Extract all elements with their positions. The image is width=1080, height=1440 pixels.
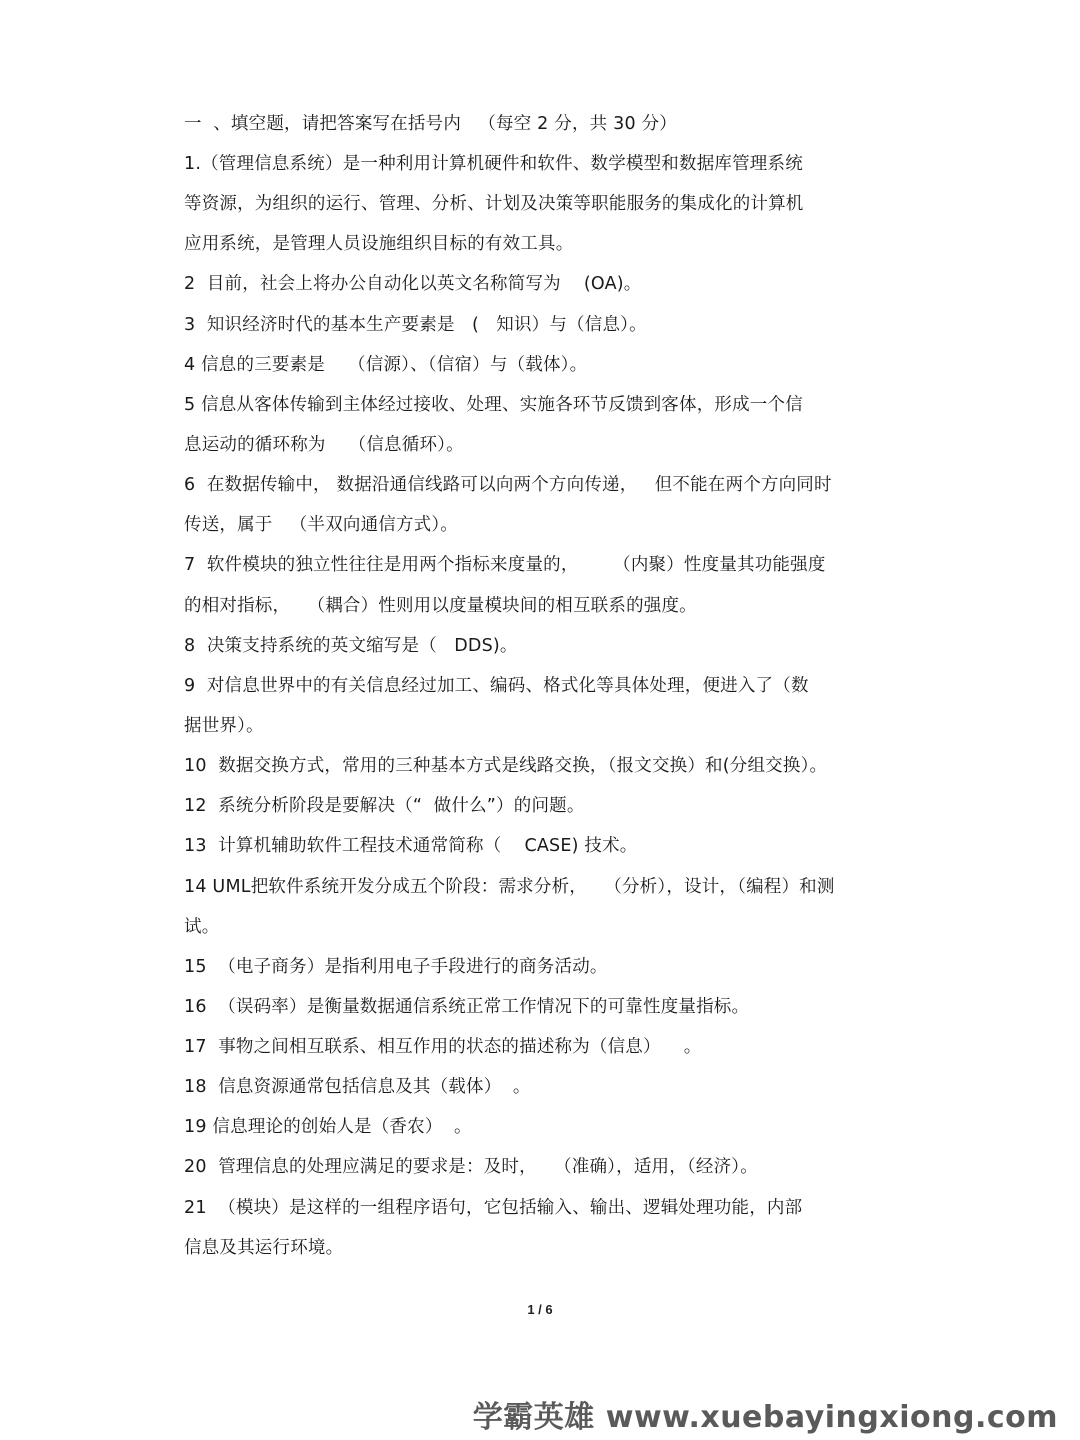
page-number: 1 / 6 [527,1302,553,1317]
text-line: 1.（管理信息系统）是一种利用计算机硬件和软件、数学模型和数据库管理系统 [184,154,803,174]
text-line: 12 系统分析阶段是要解决（“ 做什么”）的问题。 [184,796,585,816]
text-line: 息运动的循环称为 （信息循环）。 [184,435,464,455]
text-line: 13 计算机辅助软件工程技术通常简称（ CASE) 技术。 [184,836,638,856]
text-line: 14 UML把软件系统开发分成五个阶段：需求分析， （分析），设计，（编程）和测 [184,877,835,897]
watermark: 学霸英雄 www.xuebayingxiong.com [472,1400,1058,1435]
text-line: 4 信息的三要素是 （信源）、（信宿）与（载体）。 [184,355,588,375]
text-line: 应用系统，是管理人员设施组织目标的有效工具。 [184,234,574,254]
text-line: 据世界）。 [184,716,264,736]
text-line: 的相对指标， （耦合）性则用以度量模块间的相互联系的强度。 [184,596,697,616]
text-line: 21 （模块）是这样的一组程序语句，它包括输入、输出、逻辑处理功能，内部 [184,1198,803,1218]
text-line: 20 管理信息的处理应满足的要求是：及时， （准确），适用，（经济）。 [184,1157,758,1177]
text-line: 17 事物之间相互联系、相互作用的状态的描述称为（信息） 。 [184,1037,702,1057]
text-line: 16 （误码率）是衡量数据通信系统正常工作情况下的可靠性度量指标。 [184,997,750,1017]
text-line: 3 知识经济时代的基本生产要素是 ( 知识）与（信息）。 [184,315,647,335]
text-line: 9 对信息世界中的有关信息经过加工、编码、格式化等具体处理，便进入了（数 [184,676,809,696]
text-line: 传送，属于 （半双向通信方式）。 [184,515,459,535]
text-line: 2 目前，社会上将办公自动化以英文名称简写为 (OA)。 [184,274,642,294]
text-line: 6 在数据传输中， 数据沿通信线路可以向两个方向传递， 但不能在两个方向同时 [184,475,832,495]
text-line: 7 软件模块的独立性往往是用两个指标来度量的， （内聚）性度量其功能强度 [184,555,826,575]
text-line: 8 决策支持系统的英文缩写是（ DDS)。 [184,636,518,656]
text-line: 5 信息从客体传输到主体经过接收、处理、实施各环节反馈到客体，形成一个信 [184,395,803,415]
text-line: 19 信息理论的创始人是（香农） 。 [184,1117,472,1137]
section-heading: 一 、填空题，请把答案写在括号内 （每空 2 分，共 30 分） [184,114,677,134]
text-line: 等资源，为组织的运行、管理、分析、计划及决策等职能服务的集成化的计算机 [184,194,804,214]
text-line: 信息及其运行环境。 [184,1238,344,1258]
text-line: 15 （电子商务）是指利用电子手段进行的商务活动。 [184,957,608,977]
text-line: 试。 [184,917,220,937]
text-line: 18 信息资源通常包括信息及其（载体） 。 [184,1077,531,1097]
text-line: 10 数据交换方式，常用的三种基本方式是线路交换，（报文交换）和(分组交换）。 [184,756,828,776]
